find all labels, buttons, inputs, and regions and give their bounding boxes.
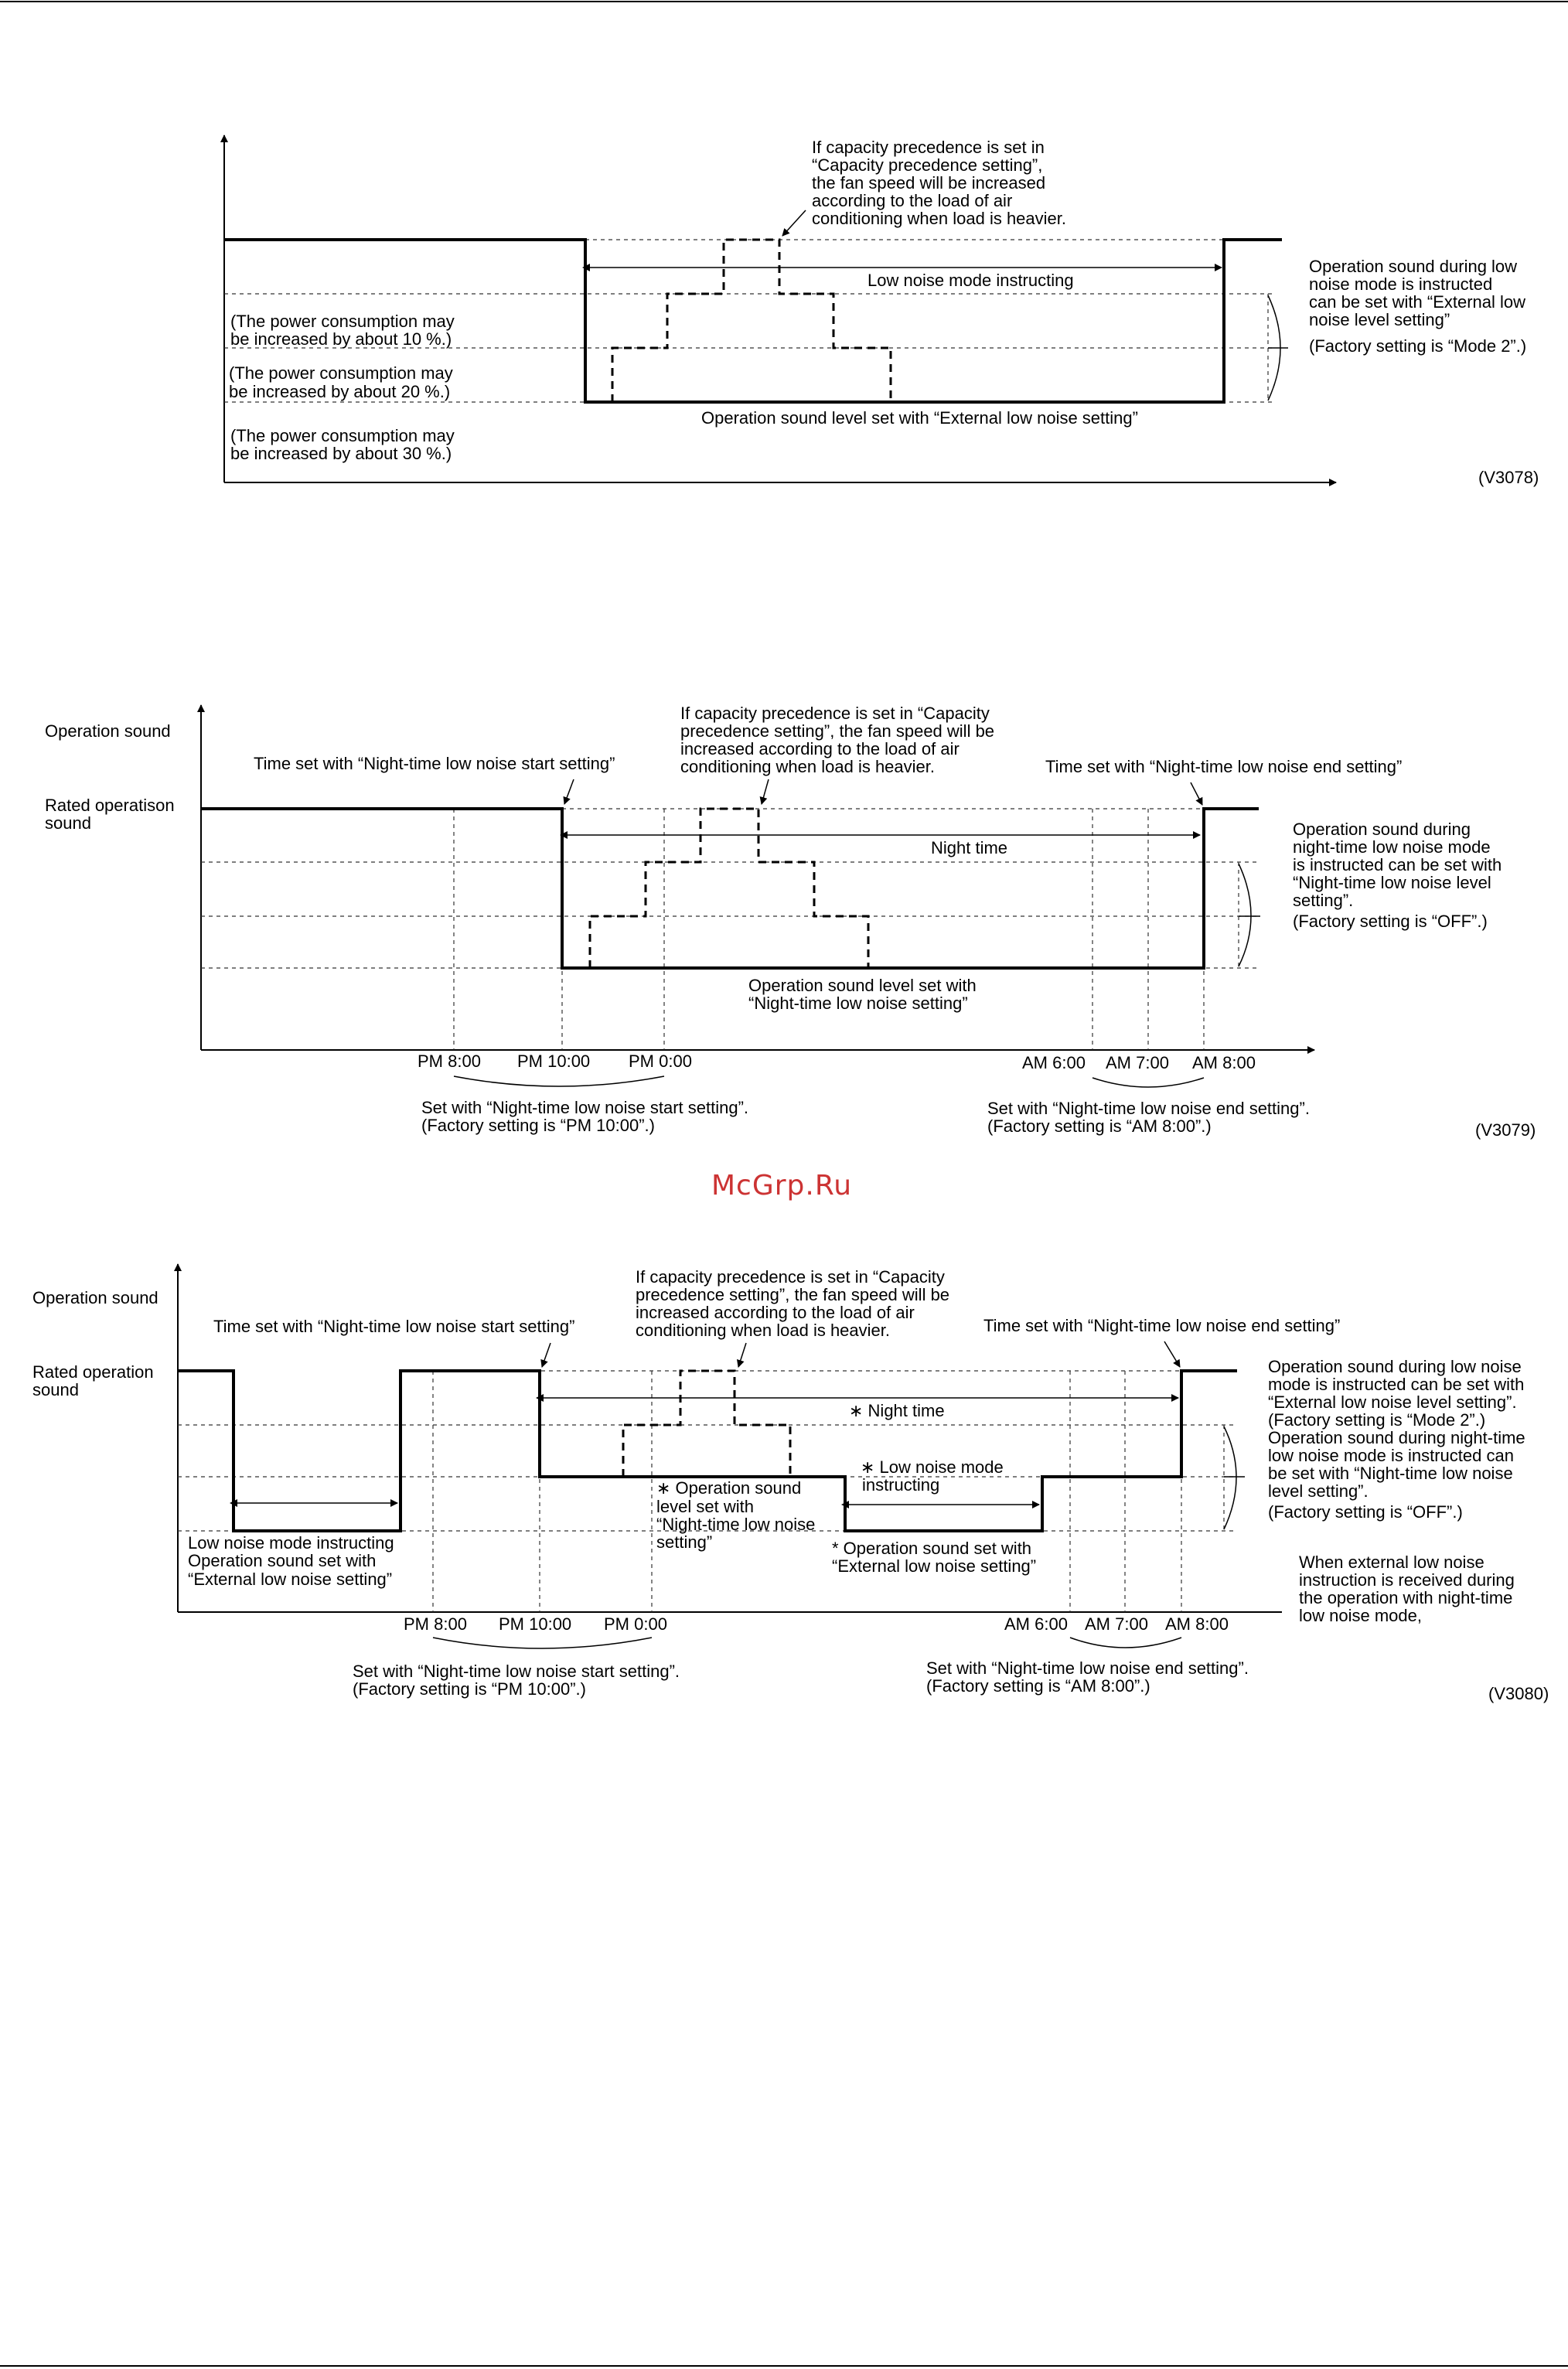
d2-tick-label-pm10: PM 10:00 — [517, 1052, 591, 1071]
d3-y-label: Operation sound — [32, 1288, 159, 1307]
d2-end-pointer — [1191, 782, 1202, 805]
watermark: McGrp.Ru — [711, 1170, 853, 1202]
d3-instructing-label: ∗ Low noise mode instructing — [861, 1457, 1004, 1495]
d2-start-brace — [454, 1076, 664, 1086]
d2-end-factory: Set with “Night-time low noise end setting”. (Factory setting is “AM 8:00”.) — [987, 1099, 1310, 1136]
d2-tick-label-am6: AM 6:00 — [1022, 1053, 1086, 1072]
d3-tick-label-pm8: PM 8:00 — [404, 1614, 467, 1634]
d2-tick-label-pm8: PM 8:00 — [418, 1052, 481, 1071]
d3-end-factory: Set with “Night-time low noise end setting”. (Factory setting is “AM 8:00”.) — [926, 1658, 1249, 1696]
d1-level-note: Operation sound level set with “External low noise setting” — [701, 408, 1138, 428]
d3-mid-note: ∗ Operation sound level set with “Night-time low noise setting” — [656, 1478, 816, 1552]
d2-start-setting: Time set with “Night-time low noise start setting” — [254, 754, 615, 773]
d3-tick-label-am7: AM 7:00 — [1085, 1614, 1148, 1634]
d1-capacity-steps — [612, 240, 891, 402]
d2-operation-line — [201, 809, 1259, 968]
d1-capacity-note: If capacity precedence is set in “Capacity precedence setting”, the fan speed will be increased according to the load of air conditioning when load is heavier. — [812, 138, 1067, 228]
d3-left-note: Low noise mode instructing Operation sound set with “External low noise setting” — [188, 1533, 394, 1589]
d3-right-note: Operation sound during low noise mode is instructed can be set with “External low noise level setting”. (Factory setting is “Mode 2”.) Operation sound during night-time low noise mode is instructed can be set with “Night-time low noise level setting”. (Factory setting is “OFF”.) — [1268, 1357, 1525, 1522]
d2-tick-label-am7: AM 7:00 — [1106, 1053, 1169, 1072]
d2-capacity-note: If capacity precedence is set in “Capacity precedence setting”, the fan speed will be increased according to the load of air conditioning when load is heavier. — [680, 704, 995, 776]
diagram-3 — [32, 1264, 1549, 1703]
d3-note-pointer — [738, 1343, 746, 1367]
d3-tick-label-pm0: PM 0:00 — [604, 1614, 667, 1634]
d3-start-factory: Set with “Night-time low noise start setting”. (Factory setting is “PM 10:00”.) — [353, 1662, 680, 1699]
d3-rated-label: Rated operation sound — [32, 1362, 154, 1399]
diagram-1 — [224, 135, 1539, 487]
d1-code: (V3078) — [1478, 468, 1539, 487]
d1-power-10: (The power consumption may be increased by about 10 %.) — [230, 312, 455, 349]
d3-end-pointer — [1164, 1341, 1180, 1367]
d2-rated-label: Rated operatison sound — [45, 796, 175, 833]
d1-note-pointer — [782, 210, 806, 236]
d2-end-brace — [1092, 1078, 1204, 1087]
d3-start-pointer — [542, 1343, 551, 1367]
d3-capacity-steps — [623, 1371, 790, 1477]
d3-code: (V3080) — [1488, 1684, 1549, 1703]
d2-note-pointer — [762, 779, 769, 804]
d3-ext-note: * Operation sound set with “External low noise setting” — [832, 1539, 1037, 1576]
d3-end-setting: Time set with “Night-time low noise end setting” — [983, 1316, 1341, 1335]
d3-start-setting: Time set with “Night-time low noise start setting” — [213, 1317, 575, 1336]
d1-instructing-label: Low noise mode instructing — [868, 271, 1074, 290]
d3-tick-label-am6: AM 6:00 — [1004, 1614, 1068, 1634]
diagram-2 — [45, 704, 1536, 1140]
d2-start-pointer — [564, 779, 574, 804]
d2-y-label: Operation sound — [45, 721, 171, 741]
d3-capacity-note: If capacity precedence is set in “Capacity precedence setting”, the fan speed will be increased according to the load of air conditioning when load is heavier. — [636, 1267, 950, 1340]
d3-range-brace — [1224, 1427, 1236, 1529]
d2-end-setting: Time set with “Night-time low noise end setting” — [1045, 757, 1403, 776]
d2-tick-label-pm0: PM 0:00 — [629, 1052, 692, 1071]
d2-tick-label-am8: AM 8:00 — [1192, 1053, 1256, 1072]
d2-night-label: Night time — [931, 838, 1008, 857]
d2-capacity-steps — [590, 809, 868, 968]
d2-level-note: Operation sound level set with “Night-time low noise setting” — [748, 976, 977, 1013]
d2-right-note: Operation sound during night-time low noise mode is instructed can be set with “Night-time low noise level setting”. (Factory setting is “OFF”.) — [1293, 820, 1502, 931]
d3-tick-label-am8: AM 8:00 — [1165, 1614, 1229, 1634]
d3-end-brace — [1070, 1638, 1181, 1648]
d3-night-label: ∗ Night time — [849, 1401, 945, 1420]
d3-received-note: When external low noise instruction is received during the operation with night-time low noise mode, — [1299, 1553, 1515, 1625]
d1-power-30: (The power consumption may be increased by about 30 %.) — [230, 426, 455, 463]
d1-right-note: Operation sound during low noise mode is instructed can be set with “External low noise level setting” (Factory setting is “Mode 2”.) — [1309, 257, 1527, 356]
d3-tick-label-pm10: PM 10:00 — [499, 1614, 572, 1634]
d1-power-20: (The power consumption may be increased by about 20 %.) — [229, 363, 453, 401]
d2-start-factory: Set with “Night-time low noise start setting”. (Factory setting is “PM 10:00”.) — [421, 1098, 749, 1135]
d3-start-brace — [433, 1638, 652, 1648]
d2-code: (V3079) — [1475, 1120, 1536, 1140]
d2-range-brace — [1239, 864, 1251, 966]
